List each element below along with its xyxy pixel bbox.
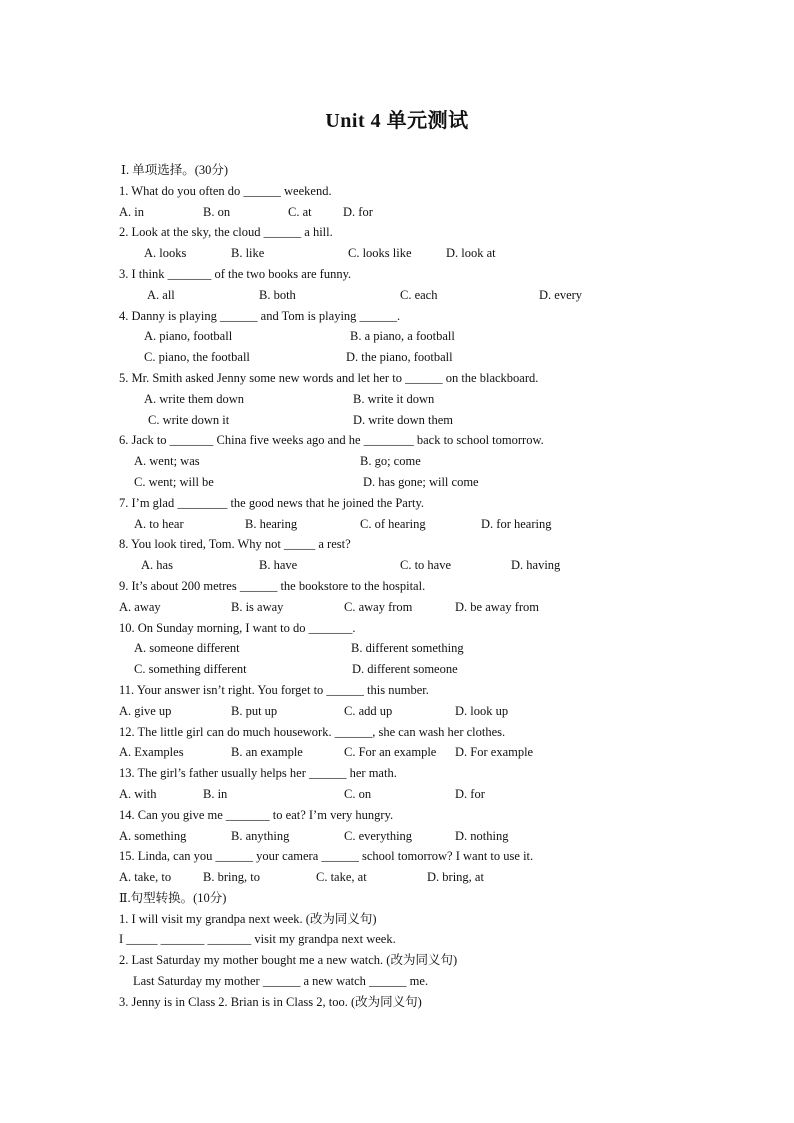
question-stem: 2. Last Saturday my mother bought me a new watch. (改为同义句) (119, 953, 458, 968)
question-stem: 2. Look at the sky, the cloud ______ a hill. (119, 225, 333, 240)
answer-option: D. look at (446, 246, 496, 261)
question-stem: 6. Jack to _______ China five weeks ago and he ________ back to school tomorrow. (119, 433, 544, 448)
answer-option: C. piano, the football (144, 350, 250, 365)
option-row (119, 555, 759, 576)
answer-line: Last Saturday my mother ______ a new watch ______ me. (133, 974, 429, 989)
option-row (119, 638, 759, 659)
answer-option: C. looks like (348, 246, 412, 261)
question-stem: 14. Can you give me _______ to eat? I’m very hungry. (119, 807, 394, 822)
option-row (119, 514, 759, 535)
question-stem: 10. On Sunday morning, I want to do _______. (119, 620, 356, 635)
answer-option: B. have (259, 558, 298, 573)
answer-option: A. to hear (134, 516, 184, 531)
answer-option: A. someone different (134, 641, 240, 656)
answer-option: C. to have (400, 558, 452, 573)
question-stem: 5. Mr. Smith asked Jenny some new words and let her to ______ on the blackboard. (119, 370, 539, 385)
option-row (119, 285, 759, 306)
option-row (119, 597, 759, 618)
option-row (119, 243, 759, 264)
answer-option: C. went; will be (134, 474, 214, 489)
answer-line: I _____ _______ _______ visit my grandpa next week. (119, 932, 396, 947)
option-row (119, 826, 759, 847)
answer-option: C. at (288, 204, 312, 219)
answer-option: A. in (119, 204, 144, 219)
answer-option: A. something (119, 828, 187, 843)
option-row (119, 867, 759, 888)
answer-option: D. look up (455, 703, 509, 718)
answer-option: A. has (141, 558, 173, 573)
question-stem: 1. What do you often do ______ weekend. (119, 183, 332, 198)
answer-option: C. take, at (316, 870, 367, 885)
option-row (119, 389, 759, 410)
answer-option: D. has gone; will come (363, 474, 479, 489)
answer-option: D. having (511, 558, 561, 573)
answer-option: B. both (259, 287, 296, 302)
answer-option: B. is away (231, 599, 284, 614)
question-stem: 3. I think _______ of the two books are funny. (119, 266, 352, 281)
answer-option: C. on (344, 786, 372, 801)
exam-content (119, 160, 759, 1013)
option-row (119, 326, 759, 347)
answer-option: A. Examples (119, 745, 184, 760)
answer-option: B. on (203, 204, 231, 219)
answer-option: B. put up (231, 703, 278, 718)
answer-option: D. nothing (455, 828, 509, 843)
answer-option: D. for (343, 204, 373, 219)
answer-option: A. write them down (144, 391, 244, 406)
option-row (119, 410, 759, 431)
question-stem: 7. I’m glad ________ the good news that he joined the Party. (119, 495, 425, 510)
answer-option: C. add up (344, 703, 393, 718)
answer-option: C. write down it (148, 412, 230, 427)
answer-option: A. away (119, 599, 161, 614)
answer-option: D. every (539, 287, 583, 302)
question-stem: 15. Linda, can you ______ your camera ______ school tomorrow? I want to use it. (119, 849, 534, 864)
answer-option: A. all (147, 287, 175, 302)
question-stem: 11. Your answer isn’t right. You forget to ______ this number. (119, 682, 429, 697)
answer-option: D. bring, at (427, 870, 484, 885)
answer-option: B. bring, to (203, 870, 260, 885)
answer-option: D. write down them (353, 412, 453, 427)
answer-option: A. looks (144, 246, 187, 261)
question-stem: 13. The girl’s father usually helps her ______ her math. (119, 766, 397, 781)
answer-option: C. something different (134, 662, 247, 677)
answer-option: A. take, to (119, 870, 172, 885)
answer-option: B. a piano, a football (350, 329, 455, 344)
answer-option: C. everything (344, 828, 413, 843)
answer-option: C. away from (344, 599, 413, 614)
answer-option: B. different something (351, 641, 464, 656)
answer-option: B. an example (231, 745, 303, 760)
option-row (119, 202, 759, 223)
option-row (119, 472, 759, 493)
section-1-heading: Ⅰ. 单项选择。(30分) (121, 163, 229, 177)
answer-option: D. be away from (455, 599, 539, 614)
question-stem: 8. You look tired, Tom. Why not _____ a rest? (119, 537, 351, 552)
answer-option: D. for hearing (481, 516, 552, 531)
question-stem: 1. I will visit my grandpa next week. (改为同义句) (119, 911, 377, 926)
option-row (119, 742, 759, 763)
answer-option: C. each (400, 287, 438, 302)
answer-option: D. for (455, 786, 485, 801)
answer-option: B. in (203, 786, 228, 801)
answer-option: D. the piano, football (346, 350, 453, 365)
option-row (119, 659, 759, 680)
answer-option: A. with (119, 786, 157, 801)
answer-option: B. write it down (353, 391, 435, 406)
answer-option: A. went; was (134, 454, 200, 469)
answer-option: B. hearing (245, 516, 298, 531)
question-stem: 3. Jenny is in Class 2. Brian is in Class 2, too. (改为同义句) (119, 994, 422, 1009)
page-title: Unit 4 单元测试 (325, 110, 469, 132)
question-stem: 9. It’s about 200 metres ______ the bookstore to the hospital. (119, 578, 426, 593)
answer-option: C. of hearing (360, 516, 426, 531)
answer-option: C. For an example (344, 745, 437, 760)
option-row (119, 347, 759, 368)
question-stem: 4. Danny is playing ______ and Tom is playing ______. (119, 308, 401, 323)
answer-option: A. piano, football (144, 329, 233, 344)
answer-option: A. give up (119, 703, 172, 718)
section-2-heading: Ⅱ.句型转换。(10分) (119, 890, 227, 905)
option-row (119, 784, 759, 805)
answer-option: D. different someone (352, 662, 458, 677)
answer-option: B. anything (231, 828, 290, 843)
answer-option: B. go; come (360, 454, 421, 469)
answer-option: B. like (231, 246, 265, 261)
option-row (119, 451, 759, 472)
question-stem: 12. The little girl can do much housework. ______, she can wash her clothes. (119, 724, 506, 739)
option-row (119, 701, 759, 722)
answer-option: D. For example (455, 745, 534, 760)
